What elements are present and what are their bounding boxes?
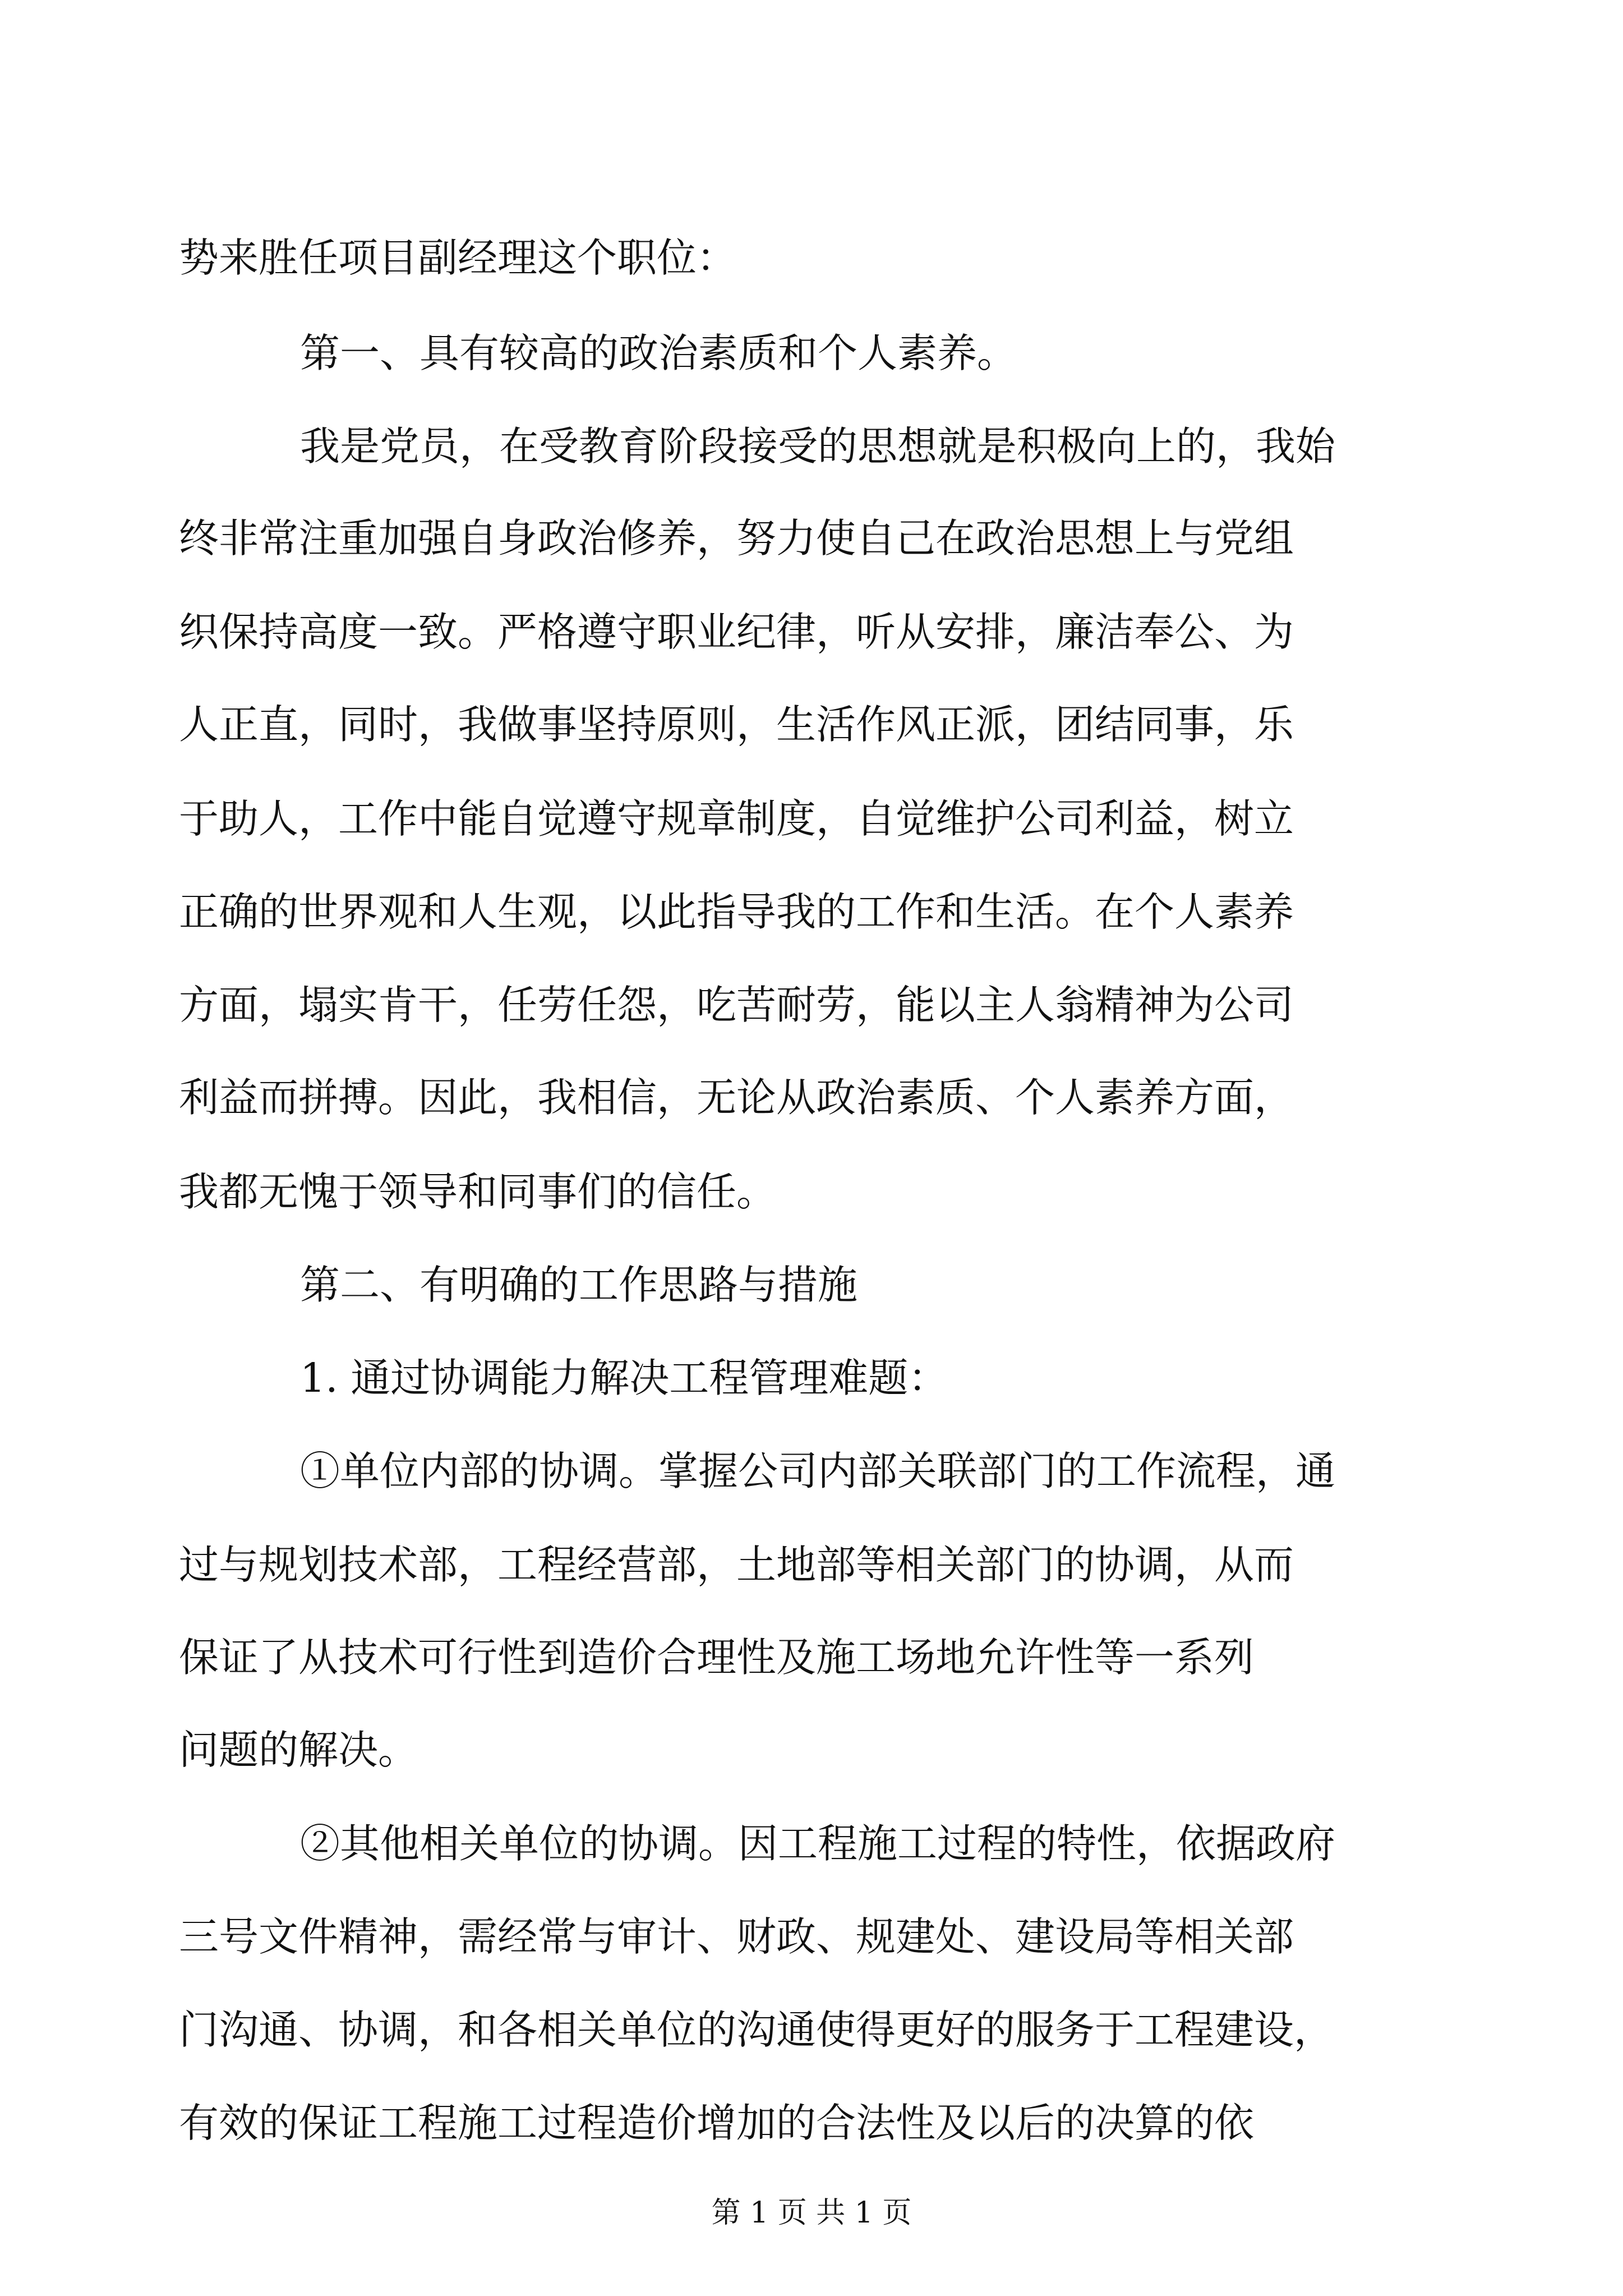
page-footer: 第 1 页 共 1 页 <box>711 2196 912 2230</box>
text-line: 势来胜任项目副经理这个职位： <box>179 234 737 281</box>
text-line: 方面，塌实肯干，任劳任怨，吃苦耐劳，能以主人翁精神为公司 <box>179 982 1294 1028</box>
text-line: 1. 通过协调能力解决工程管理难题： <box>300 1355 948 1401</box>
text-line: 保证了从技术可行性到造价合理性及施工场地允许性等一系列 <box>179 1634 1255 1681</box>
text-line: 人正直，同时，我做事坚持原则，生活作风正派，团结同事，乐 <box>179 701 1294 748</box>
text-line: 正确的世界观和人生观，以此指导我的工作和生活。在个人素养 <box>179 889 1294 935</box>
text-line: 我是党员，在受教育阶段接受的思想就是积极向上的，我始 <box>300 423 1336 470</box>
text-line: 门沟通、协调，和各相关单位的沟通使得更好的服务于工程建设， <box>179 2007 1334 2053</box>
text-line: 第一、具有较高的政治素质和个人素养。 <box>300 330 1017 376</box>
text-line: 于助人，工作中能自觉遵守规章制度，自觉维护公司利益，树立 <box>179 795 1294 842</box>
text-line: 过与规划技术部，工程经营部，土地部等相关部门的协调，从而 <box>179 1542 1294 1588</box>
text-line: 三号文件精神，需经常与审计、财政、规建处、建设局等相关部 <box>179 1913 1294 1960</box>
text-line: 有效的保证工程施工过程造价增加的合法性及以后的决算的依 <box>179 2100 1255 2146</box>
text-line: 终非常注重加强自身政治修养，努力使自己在政治思想上与党组 <box>179 515 1294 562</box>
text-line: ②其他相关单位的协调。因工程施工过程的特性，依据政府 <box>300 1820 1336 1867</box>
text-line: 第二、有明确的工作思路与措施 <box>300 1262 858 1308</box>
text-line: 我都无愧于领导和同事们的信任。 <box>179 1168 777 1215</box>
text-line: 利益而拼搏。因此，我相信，无论从政治素质、个人素养方面， <box>179 1074 1294 1121</box>
text-line: 问题的解决。 <box>179 1727 418 1773</box>
text-line: 织保持高度一致。严格遵守职业纪律，听从安排，廉洁奉公、为 <box>179 609 1294 655</box>
text-line: ①单位内部的协调。掌握公司内部关联部门的工作流程，通 <box>300 1448 1336 1494</box>
